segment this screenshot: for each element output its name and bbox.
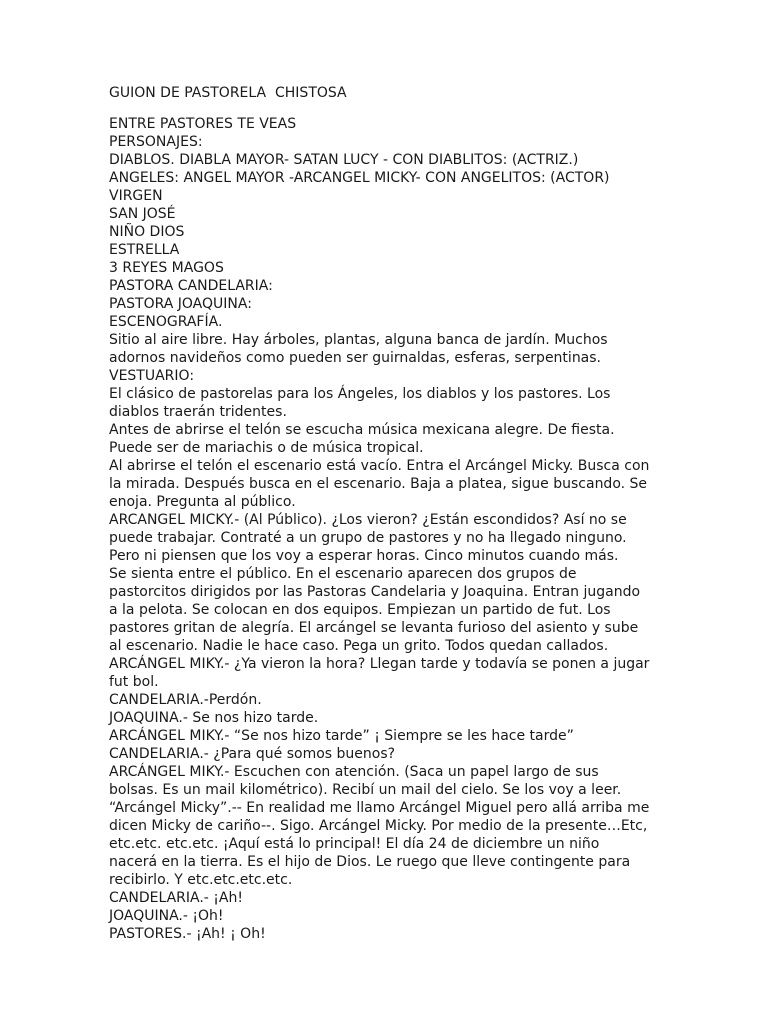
text-line: NIÑO DIOS: [109, 224, 185, 240]
text-line: Pero ni piensen que los voy a esperar horas. Cinco minutos cuando más.: [109, 548, 619, 564]
text-line: CANDELARIA.- ¡Ah!: [109, 890, 243, 906]
text-line: puede trabajar. Contraté a un grupo de pastores y no ha llegado ninguno.: [109, 530, 627, 546]
text-line: diablos traerán tridentes.: [109, 404, 287, 420]
text-line: Puede ser de mariachis o de música tropical.: [109, 440, 424, 456]
text-line: 3 REYES MAGOS: [109, 260, 224, 276]
text-line: Al abrirse el telón el escenario está vacío. Entra el Arcángel Micky. Busca con: [109, 458, 650, 474]
text-line: CANDELARIA.-Perdón.: [109, 692, 262, 708]
text-line: Sitio al aire libre. Hay árboles, plantas, alguna banca de jardín. Muchos: [109, 332, 608, 348]
text-line: enoja. Pregunta al público.: [109, 494, 296, 510]
text-line: PASTORA CANDELARIA:: [109, 278, 273, 294]
text-line: pastorcitos dirigidos por las Pastoras Candelaria y Joaquina. Entran jugando: [109, 584, 641, 600]
text-line: ARCANGEL MICKY.- (Al Público). ¿Los vieron? ¿Están escondidos? Así no se: [109, 512, 627, 528]
text-line: PERSONAJES:: [109, 134, 203, 150]
text-line: SAN JOSÉ: [109, 206, 176, 222]
text-line: “Arcángel Micky”.-- En realidad me llamo Arcángel Miguel pero allá arriba me: [109, 800, 650, 816]
text-line: ESTRELLA: [109, 242, 180, 258]
text-line: JOAQUINA.- Se nos hizo tarde.: [109, 710, 319, 726]
text-line: nacerá en la tierra. Es el hijo de Dios. Le ruego que lleve contingente para: [109, 854, 631, 870]
text-line: ARCÁNGEL MIKY.- “Se nos hizo tarde” ¡ Siempre se les hace tarde”: [109, 728, 574, 744]
text-line: VIRGEN: [109, 188, 163, 204]
text-line: al escenario. Nadie le hace caso. Pega un grito. Todos quedan callados.: [109, 638, 609, 654]
document-title: GUION DE PASTORELA CHISTOSA: [109, 85, 347, 101]
text-line: etc.etc. etc.etc. ¡Aquí está lo principal! El día 24 de diciembre un niño: [109, 836, 600, 852]
text-line: ESCENOGRAFÍA.: [109, 314, 223, 330]
text-line: dicen Micky de cariño--. Sigo. Arcángel Micky. Por medio de la presente…Etc,: [109, 818, 648, 834]
text-line: ARCÁNGEL MIKY.- ¿Ya vieron la hora? Llegan tarde y todavía se ponen a jugar: [109, 656, 650, 672]
text-line: ARCÁNGEL MIKY.- Escuchen con atención. (Saca un papel largo de sus: [109, 764, 599, 780]
text-line: pastores gritan de alegría. El arcángel se levanta furioso del asiento y sube: [109, 620, 639, 636]
text-line: la mirada. Después busca en el escenario. Baja a platea, sigue buscando. Se: [109, 476, 648, 492]
text-line: CANDELARIA.- ¿Para qué somos buenos?: [109, 746, 396, 762]
text-line: DIABLOS. DIABLA MAYOR- SATAN LUCY - CON DIABLITOS: (ACTRIZ.): [109, 152, 579, 168]
text-line: ANGELES: ANGEL MAYOR -ARCANGEL MICKY- CON ANGELITOS: (ACTOR): [109, 170, 610, 186]
text-line: PASTORES.- ¡Ah! ¡ Oh!: [109, 926, 266, 942]
text-line: JOAQUINA.- ¡Oh!: [109, 908, 224, 924]
text-line: adornos navideños como pueden ser guirnaldas, esferas, serpentinas.: [109, 350, 602, 366]
text-line: fut bol.: [109, 674, 159, 690]
text-line: PASTORA JOAQUINA:: [109, 296, 252, 312]
text-line: a la pelota. Se colocan en dos equipos. Empiezan un partido de fut. Los: [109, 602, 611, 618]
text-line: ENTRE PASTORES TE VEAS: [109, 116, 297, 132]
text-line: Antes de abrirse el telón se escucha música mexicana alegre. De fiesta.: [109, 422, 615, 438]
document-body: [109, 115, 649, 943]
text-line: recibirlo. Y etc.etc.etc.etc.: [109, 872, 293, 888]
text-line: El clásico de pastorelas para los Ángeles, los diablos y los pastores. Los: [109, 386, 611, 402]
text-line: bolsas. Es un mail kilométrico). Recibí un mail del cielo. Se los voy a leer.: [109, 782, 622, 798]
text-line: Se sienta entre el público. En el escenario aparecen dos grupos de: [109, 566, 577, 582]
text-line: VESTUARIO:: [109, 368, 195, 384]
